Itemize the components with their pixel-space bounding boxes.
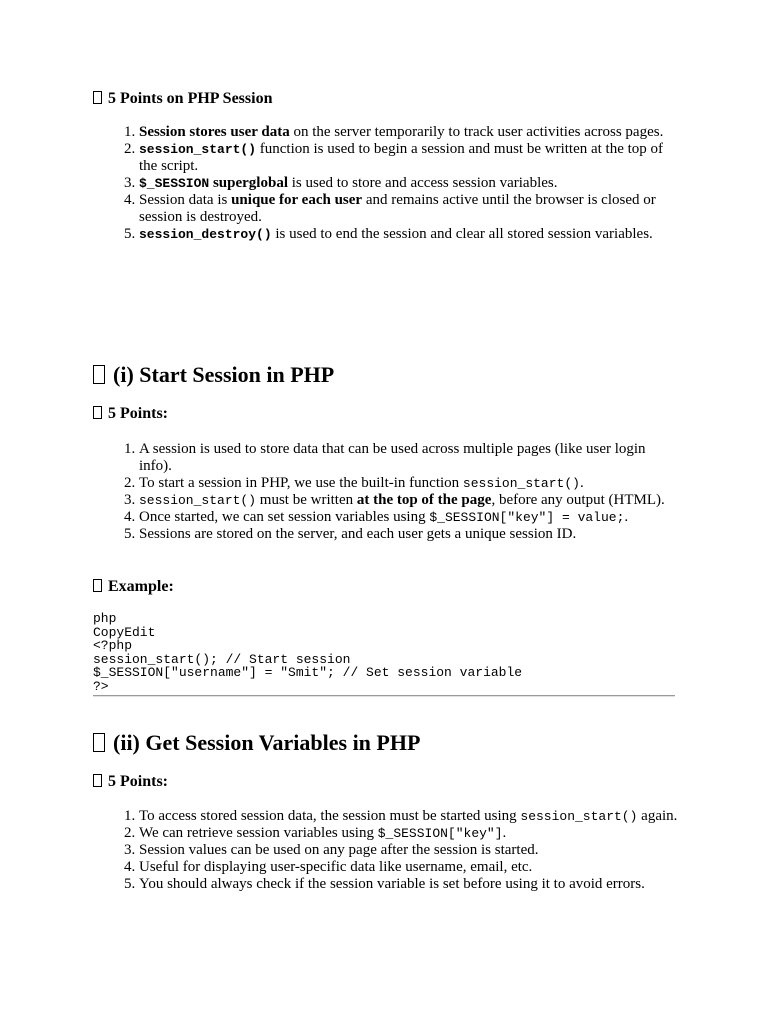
example-heading — [93, 577, 174, 597]
horizontal-rule — [93, 695, 675, 697]
section-heading-php-session-points — [93, 89, 272, 109]
title-text: (ii) Get Session Variables in PHP — [113, 730, 421, 755]
list-item: 4. Session data is unique for each user and remains active until the browser is closed or session is destroyed. — [139, 192, 679, 226]
list-item: 5. Sessions are stored on the server, and each user gets a unique session ID. — [139, 526, 679, 543]
php-session-points-list — [93, 124, 679, 243]
points-heading — [93, 404, 168, 424]
code-line: $_SESSION["username"] = "Smit"; // Set session variable — [93, 665, 523, 681]
list-item: 1. To access stored session data, the session must be started using session_start() again. — [139, 808, 679, 825]
list-item: 3. Session values can be used on any page after the session is started. — [139, 842, 679, 859]
missing-glyph-icon — [93, 406, 102, 419]
list-item: 2. To start a session in PHP, we use the built-in function session_start(). — [139, 475, 679, 492]
title-text: (i) Start Session in PHP — [113, 362, 335, 387]
code-line: php — [93, 611, 117, 626]
list-item: 5. session_destroy() is used to end the session and clear all stored session variables. — [139, 226, 679, 243]
code-line: ?> — [93, 678, 109, 694]
points-heading — [93, 772, 168, 792]
code-line: <?php — [93, 638, 133, 654]
missing-glyph-icon — [93, 733, 105, 752]
list-item: 2. session_start() function is used to begin a session and must be written at the top of the script. — [139, 141, 679, 175]
missing-glyph-icon — [93, 774, 102, 787]
list-item: 1. Session stores user data on the server temporarily to track user activities across pages. — [139, 124, 679, 141]
code-line: session_start(); // Start session — [93, 651, 351, 667]
code-line: CopyEdit — [93, 624, 156, 640]
get-session-points-list — [93, 808, 679, 893]
heading-text: Example: — [108, 578, 174, 595]
heading-text: 5 Points: — [108, 405, 168, 422]
missing-glyph-icon — [93, 91, 102, 104]
heading-text: 5 Points: — [108, 773, 168, 790]
heading-text: 5 Points on PHP Session — [108, 90, 273, 107]
code-block — [93, 612, 522, 694]
section-title-get-session-variables — [93, 730, 420, 756]
list-item: 2. We can retrieve session variables using $_SESSION["key"]. — [139, 825, 679, 842]
missing-glyph-icon — [93, 579, 102, 592]
list-item: 4. Once started, we can set session variables using $_SESSION["key"] = value;. — [139, 509, 679, 526]
missing-glyph-icon — [93, 365, 105, 384]
list-item: 3. $_SESSION superglobal is used to store and access session variables. — [139, 175, 679, 192]
list-item: 1. A session is used to store data that can be used across multiple pages (like user login info). — [139, 441, 679, 475]
list-item: 3. session_start() must be written at the top of the page, before any output (HTML). — [139, 492, 679, 509]
list-item: 5. You should always check if the session variable is set before using it to avoid errors. — [139, 876, 679, 893]
start-session-points-list — [93, 441, 679, 543]
list-item: 4. Useful for displaying user-specific data like username, email, etc. — [139, 859, 679, 876]
section-title-start-session — [93, 362, 334, 388]
